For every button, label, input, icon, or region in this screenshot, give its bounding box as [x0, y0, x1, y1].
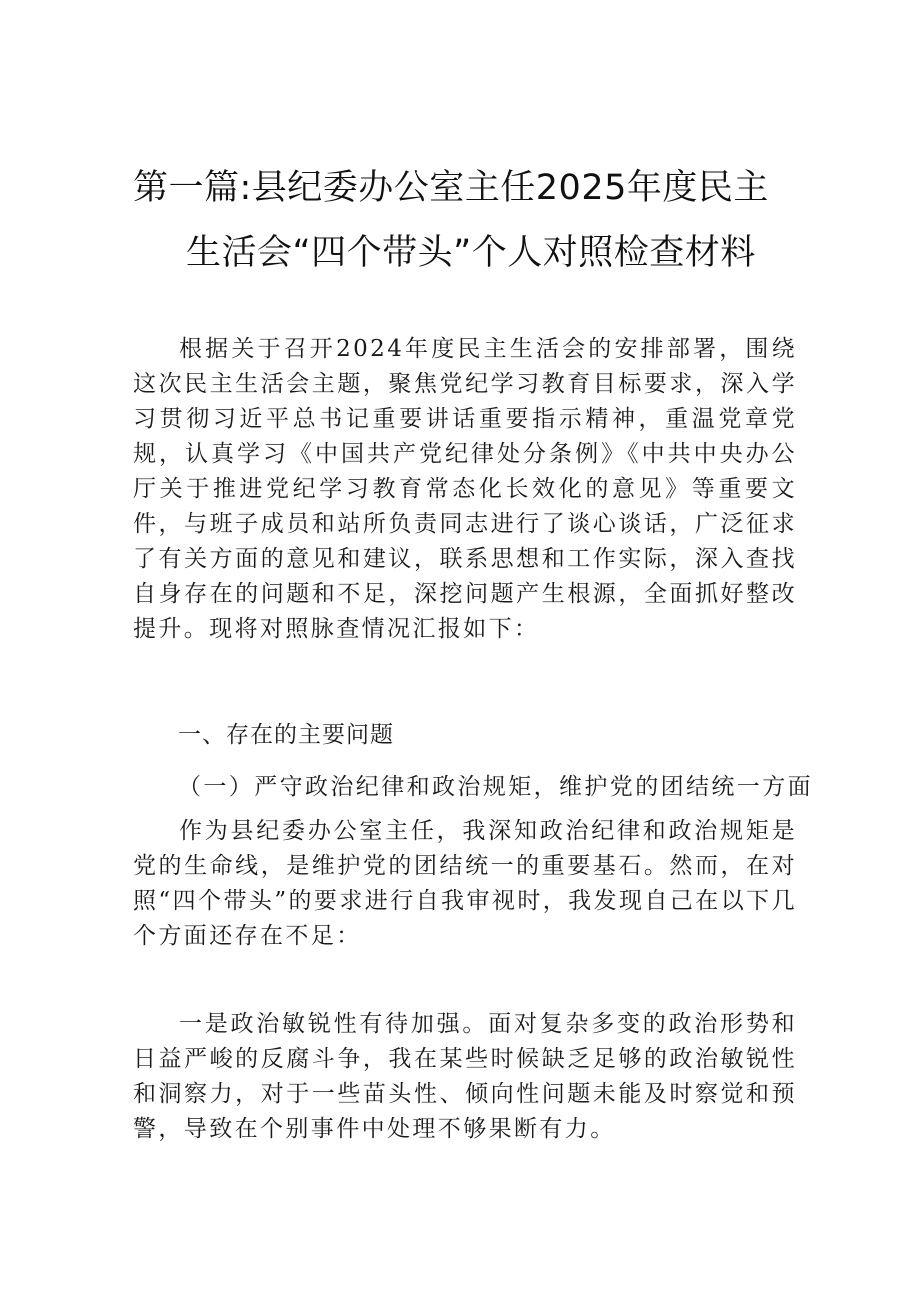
body-paragraph-2: 作为县纪委办公室主任，我深知政治纪律和政治规矩是党的生命线，是维护党的团结统一的重要基石。然而，在对照“四个带头”的要求进行自我审视时，我发现自己在以下几个方面还存在不足：	[133, 818, 797, 949]
section-heading: 一、存在的主要问题	[178, 722, 394, 748]
document-title-line-2: 生活会“四个带头”个人对照检查材料	[186, 233, 756, 273]
intro-paragraph: 根据关于召开2024年度民主生活会的安排部署，围绕这次民主生活会主题，聚焦党纪学习教育目标要求，深入学习贯彻习近平总书记重要讲话重要指示精神，重温党章党规，认真学习《中国共产党纪律处分条例》《中共中央办公厅关于推进党纪学习教育常态化长效化的意见》等重要文件，与班子成员和站所负责同志进行了谈心谈话，广泛征求了有关方面的意见和建议，联系思想和工作实际，深入查找自身存在的问题和不足，深挖问题产生根源，全面抓好整改提升。现将对照脉查情况汇报如下：	[133, 336, 797, 642]
document-title-line-1: 第一篇:县纪委办公室主任2025年度民主	[133, 168, 769, 208]
subsection-heading: （一）严守政治纪律和政治规矩，维护党的团结统一方面	[178, 774, 813, 800]
body-paragraph-3: 一是政治敏锐性有待加强。面对复杂多变的政治形势和日益严峻的反腐斗争，我在某些时候缺乏足够的政治敏锐性和洞察力，对于一些苗头性、倾向性问题未能及时察觉和预警，导致在个别事件中处理不够果断有力。	[133, 1011, 797, 1142]
